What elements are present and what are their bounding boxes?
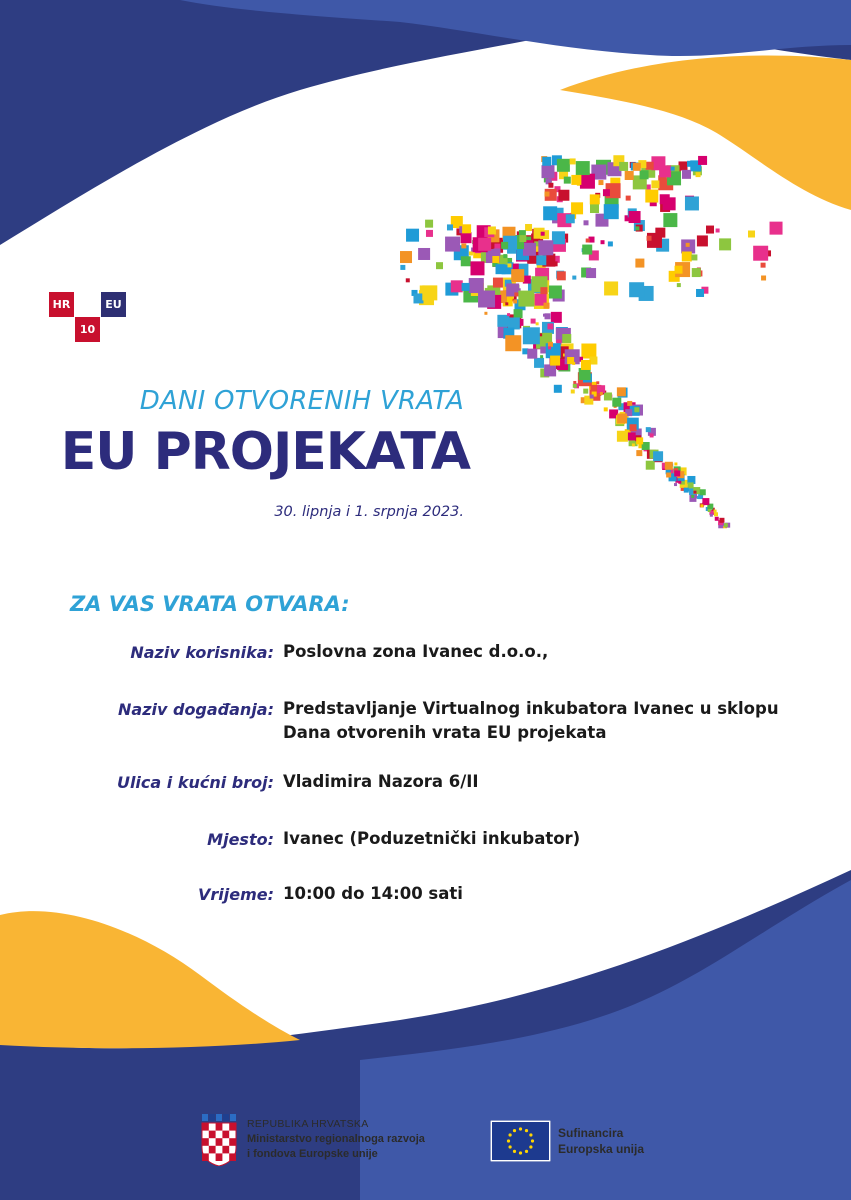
- mosaic-square: [461, 243, 466, 248]
- mosaic-square: [553, 261, 558, 266]
- mosaic-square: [677, 283, 681, 287]
- mosaic-square: [678, 481, 681, 484]
- mosaic-square: [525, 224, 532, 231]
- address-value: Vladimira Nazora 6/II: [283, 772, 479, 791]
- mosaic-square: [612, 398, 621, 407]
- mosaic-square: [580, 174, 595, 189]
- mosaic-square: [551, 312, 562, 323]
- mosaic-square: [514, 309, 523, 318]
- logo-gap: [74, 292, 101, 317]
- event-name-label: Naziv događanja:: [118, 700, 274, 719]
- eu-cofinanced-text: [558, 1125, 644, 1157]
- mosaic-square: [597, 385, 605, 393]
- mosaic-square: [604, 392, 612, 400]
- beneficiary-value: Poslovna zona Ivanec d.o.o.,: [283, 642, 549, 661]
- mosaic-square: [714, 510, 717, 513]
- mosaic-square: [692, 268, 701, 277]
- mosaic-square: [573, 384, 577, 388]
- eu-line2: Europska unija: [558, 1142, 645, 1156]
- mosaic-square: [462, 224, 471, 233]
- mosaic-square: [634, 407, 639, 412]
- mosaic-square: [469, 251, 473, 255]
- mosaic-square: [548, 346, 551, 349]
- eu-flag-icon: [490, 1120, 551, 1162]
- mosaic-square: [571, 202, 583, 214]
- mosaic-square: [507, 313, 510, 316]
- event-subtitle: DANI OTVORENIH VRATA: [139, 386, 464, 416]
- mosaic-square: [693, 491, 696, 494]
- mosaic-square: [425, 220, 433, 228]
- mosaic-square: [540, 355, 543, 358]
- mosaic-square: [576, 161, 590, 175]
- mosaic-square: [708, 509, 711, 512]
- mosaic-square: [536, 255, 546, 265]
- mosaic-square: [507, 263, 511, 267]
- mosaic-square: [600, 392, 603, 395]
- mosaic-square: [647, 236, 652, 241]
- mosaic-square: [543, 314, 546, 317]
- mosaic-square: [572, 362, 575, 365]
- mosaic-square: [632, 443, 635, 446]
- mosaic-square: [691, 254, 697, 260]
- mosaic-square: [710, 514, 713, 517]
- mosaic-square: [531, 319, 536, 324]
- mosaic-square: [629, 282, 644, 297]
- mosaic-square: [635, 259, 644, 268]
- mosaic-square: [700, 504, 703, 507]
- mosaic-square: [674, 483, 677, 486]
- mosaic-square: [503, 254, 507, 258]
- mosaic-square: [691, 495, 694, 498]
- mosaic-square: [645, 190, 658, 203]
- mosaic-square: [550, 356, 560, 366]
- place-value: Ivanec (Poduzetnički inkubator): [283, 829, 581, 848]
- mosaic-square: [646, 162, 654, 170]
- mosaic-square: [519, 235, 526, 242]
- mosaic-square: [572, 276, 576, 280]
- mosaic-square: [696, 289, 704, 297]
- mosaic-square: [562, 334, 571, 343]
- mosaic-square: [706, 226, 714, 234]
- mosaic-square: [696, 172, 701, 177]
- mosaic-square: [682, 170, 691, 179]
- opens-heading: ZA VAS VRATA OTVARA:: [70, 592, 350, 616]
- mosaic-square: [564, 177, 571, 184]
- mosaic-square: [583, 389, 588, 394]
- mosaic-square: [494, 297, 499, 302]
- mosaic-square: [447, 224, 453, 230]
- mosaic-square: [571, 389, 575, 393]
- mosaic-square: [451, 280, 463, 292]
- mosaic-square: [684, 488, 689, 493]
- mosaic-square: [582, 245, 592, 255]
- mosaic-square: [697, 235, 708, 246]
- mosaic-square: [488, 226, 496, 234]
- mosaic-square: [665, 462, 673, 470]
- mosaic-square: [426, 230, 433, 237]
- mosaic-square: [682, 251, 692, 261]
- mosaic-square: [675, 266, 683, 274]
- mosaic-square: [513, 299, 517, 303]
- mosaic-square: [581, 344, 596, 359]
- mosaic-square: [584, 220, 589, 225]
- mosaic-square: [679, 161, 688, 170]
- mosaic-square: [497, 315, 509, 327]
- mosaic-square: [547, 323, 553, 329]
- mosaic-square: [714, 512, 718, 516]
- mosaic-square: [523, 243, 536, 256]
- event-title: EU PROJEKATA: [60, 422, 470, 482]
- mosaic-square: [617, 431, 628, 442]
- logo-10: 10: [75, 317, 100, 342]
- mosaic-square: [541, 165, 554, 178]
- mosaic-square: [511, 269, 524, 282]
- mosaic-square: [596, 381, 599, 384]
- mosaic-square: [544, 364, 556, 376]
- mosaic-square: [566, 214, 575, 223]
- mosaic-square: [542, 157, 551, 166]
- logo-hr: HR: [49, 292, 74, 317]
- mosaic-square: [536, 322, 539, 325]
- mosaic-square: [484, 312, 487, 315]
- mosaic-square: [635, 226, 639, 230]
- mosaic-square: [586, 238, 590, 242]
- mosaic-square: [400, 265, 405, 270]
- mosaic-square: [626, 196, 631, 201]
- beneficiary-label: Naziv korisnika:: [130, 643, 274, 662]
- mosaic-square: [666, 473, 671, 478]
- mosaic-square: [590, 204, 599, 213]
- mosaic-square: [406, 229, 419, 242]
- mosaic-square: [770, 222, 783, 235]
- ministry-line3: i fondova Europske unije: [247, 1148, 378, 1160]
- mosaic-square: [581, 360, 591, 370]
- mosaic-square: [461, 232, 472, 243]
- event-date: 30. lipnja i 1. srpnja 2023.: [274, 504, 464, 520]
- mosaic-square: [700, 489, 706, 495]
- mosaic-square: [761, 275, 766, 280]
- mosaic-square: [558, 190, 569, 201]
- mosaic-square: [636, 450, 642, 456]
- mosaic-square: [422, 285, 437, 300]
- mosaic-square: [659, 165, 671, 177]
- mosaic-square: [544, 192, 549, 197]
- mosaic-square: [505, 335, 521, 351]
- mosaic-square: [552, 231, 565, 244]
- mosaic-square: [724, 523, 728, 527]
- mosaic-square: [590, 395, 594, 399]
- mosaic-square: [470, 261, 484, 275]
- mosaic-square: [715, 517, 719, 521]
- mosaic-square: [557, 271, 566, 280]
- mosaic-square: [685, 196, 699, 210]
- time-label: Vrijeme:: [197, 885, 274, 904]
- mosaic-square: [619, 162, 628, 171]
- mosaic-square: [627, 401, 632, 406]
- mosaic-square: [496, 264, 506, 274]
- mosaic-square: [716, 228, 720, 232]
- mosaic-square: [719, 518, 724, 523]
- mosaic-square: [628, 432, 636, 440]
- mosaic-square: [513, 264, 519, 270]
- mosaic-square: [541, 232, 545, 236]
- mosaic-square: [501, 242, 508, 249]
- mosaic-square: [478, 238, 491, 251]
- mosaic-square: [640, 170, 649, 179]
- mosaic-square: [663, 213, 677, 227]
- mosaic-square: [671, 167, 675, 171]
- mosaic-square: [686, 243, 690, 247]
- place-label: Mjesto:: [207, 830, 274, 849]
- mosaic-square: [400, 251, 412, 263]
- address-label: Ulica i kućni broj:: [116, 773, 274, 792]
- mosaic-square: [549, 286, 562, 299]
- mosaic-square: [527, 349, 537, 359]
- mosaic-square: [445, 237, 460, 252]
- mosaic-square: [630, 424, 637, 431]
- mosaic-square: [598, 180, 603, 185]
- mosaic-square: [570, 158, 576, 164]
- mosaic-square: [538, 240, 553, 255]
- mosaic-square: [719, 238, 731, 250]
- mosaic-square: [650, 433, 654, 437]
- mosaic-square: [406, 278, 410, 282]
- mosaic-square: [651, 180, 659, 188]
- mosaic-square: [540, 287, 547, 294]
- mosaic-square: [601, 240, 605, 244]
- hr-eu-logo: [49, 292, 129, 347]
- mosaic-square: [548, 342, 553, 347]
- mosaic-square: [688, 482, 694, 488]
- mosaic-square: [646, 427, 651, 432]
- mosaic-square: [748, 231, 755, 238]
- mosaic-square: [554, 385, 562, 393]
- mosaic-square: [604, 407, 608, 411]
- mosaic-square: [625, 171, 634, 180]
- mosaic-square: [604, 281, 618, 295]
- mosaic-square: [544, 303, 550, 309]
- eu-line1: Sufinancira: [558, 1126, 624, 1140]
- mosaic-square: [514, 292, 518, 296]
- mosaic-square: [698, 156, 707, 165]
- mosaic-square: [543, 206, 557, 220]
- mosaic-square: [674, 470, 680, 476]
- ministry-line1: REPUBLIKA HRVATSKA: [247, 1118, 369, 1130]
- mosaic-square: [436, 262, 443, 269]
- mosaic-square: [761, 263, 766, 268]
- mosaic-square: [660, 194, 670, 204]
- mosaic-square: [603, 189, 610, 196]
- mosaic-square: [505, 302, 508, 305]
- mosaic-square: [492, 256, 499, 263]
- croatian-coat-of-arms-icon: [200, 1114, 238, 1166]
- ministry-text: [247, 1117, 425, 1162]
- mosaic-square: [523, 327, 540, 344]
- mosaic-square: [753, 246, 768, 261]
- ministry-line2: Ministarstvo regionalnoga razvoja: [247, 1133, 425, 1145]
- logo-eu: EU: [101, 292, 126, 317]
- mosaic-square: [604, 204, 619, 219]
- mosaic-square: [478, 290, 495, 307]
- mosaic-square: [586, 268, 596, 278]
- mosaic-square: [636, 437, 643, 444]
- mosaic-square: [461, 256, 471, 266]
- mosaic-square: [617, 387, 626, 396]
- mosaic-square: [571, 175, 581, 185]
- mosaic-square: [617, 413, 627, 423]
- mosaic-square: [493, 278, 503, 288]
- mosaic-square: [548, 183, 553, 188]
- time-value: 10:00 do 14:00 sati: [283, 884, 463, 903]
- event-name-value-line2: Dana otvorenih vrata EU projekata: [283, 723, 607, 742]
- event-name-value-line1: Predstavljanje Virtualnog inkubatora Ivanec u sklopu: [283, 699, 779, 718]
- mosaic-square: [518, 291, 534, 307]
- mosaic-square: [674, 462, 677, 465]
- mosaic-square: [646, 461, 655, 470]
- mosaic-square: [494, 248, 501, 255]
- mosaic-square: [418, 248, 430, 260]
- mosaic-square: [590, 194, 600, 204]
- mosaic-square: [629, 211, 641, 223]
- mosaic-square: [462, 283, 470, 291]
- mosaic-square: [702, 498, 709, 505]
- mosaic-square: [633, 163, 641, 171]
- mosaic-square: [557, 159, 570, 172]
- mosaic-square: [534, 358, 544, 368]
- mosaic-square: [608, 241, 613, 246]
- mosaic-square: [413, 293, 423, 303]
- mosaic-square: [653, 451, 663, 461]
